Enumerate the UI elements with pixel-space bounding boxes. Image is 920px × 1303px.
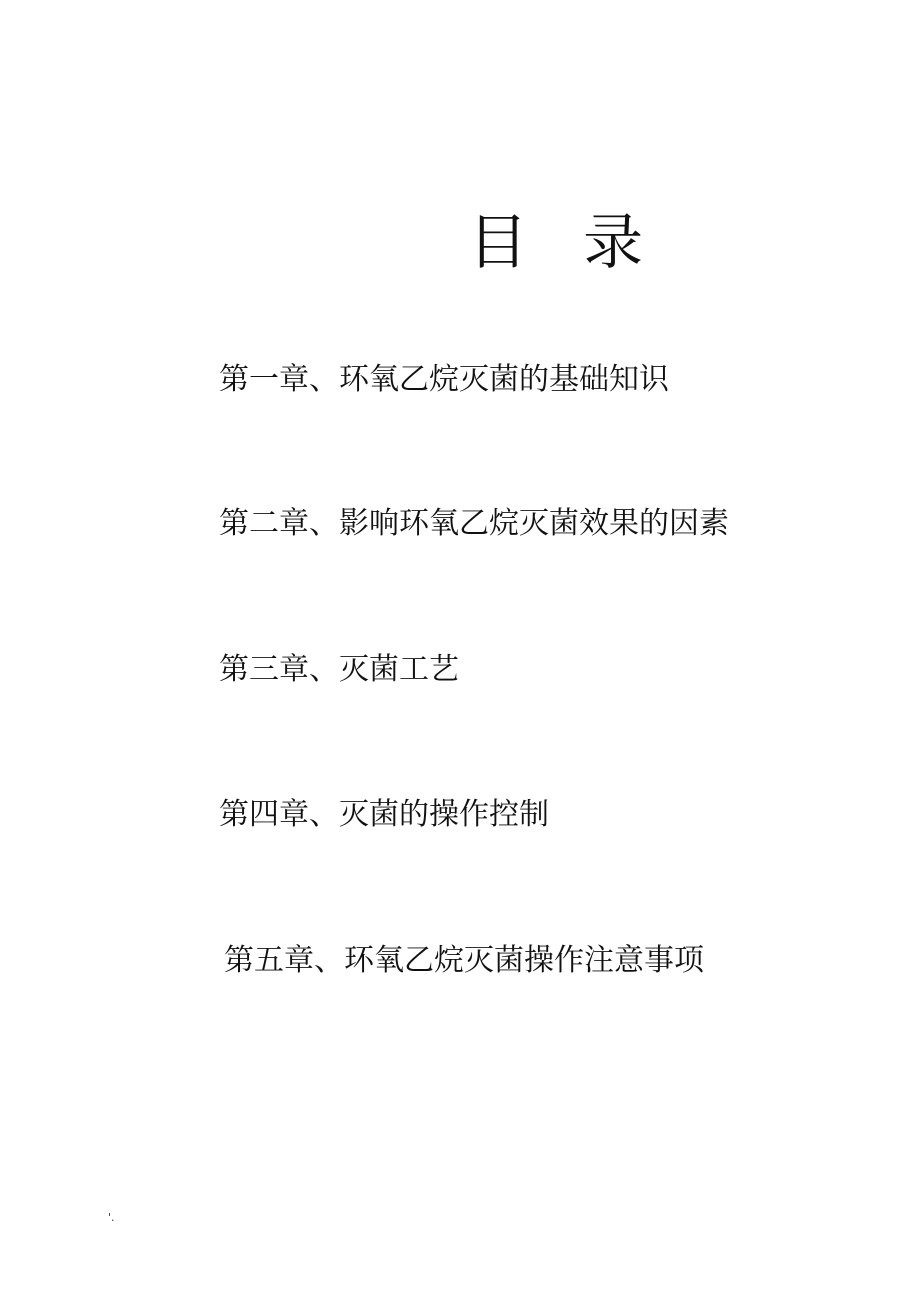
page-title: 目 录 — [468, 208, 662, 278]
toc-item-chapter-2: 第二章、影响环氧乙烷灭菌效果的因素 — [219, 506, 729, 541]
toc-item-chapter-1: 第一章、环氧乙烷灭菌的基础知识 — [219, 362, 669, 397]
toc-item-chapter-4: 第四章、灭菌的操作控制 — [219, 797, 549, 832]
toc-item-chapter-3: 第三章、灭菌工艺 — [219, 652, 459, 687]
footer-mark: '. — [108, 1211, 115, 1224]
toc-item-chapter-5: 第五章、环氧乙烷灭菌操作注意事项 — [224, 943, 704, 978]
